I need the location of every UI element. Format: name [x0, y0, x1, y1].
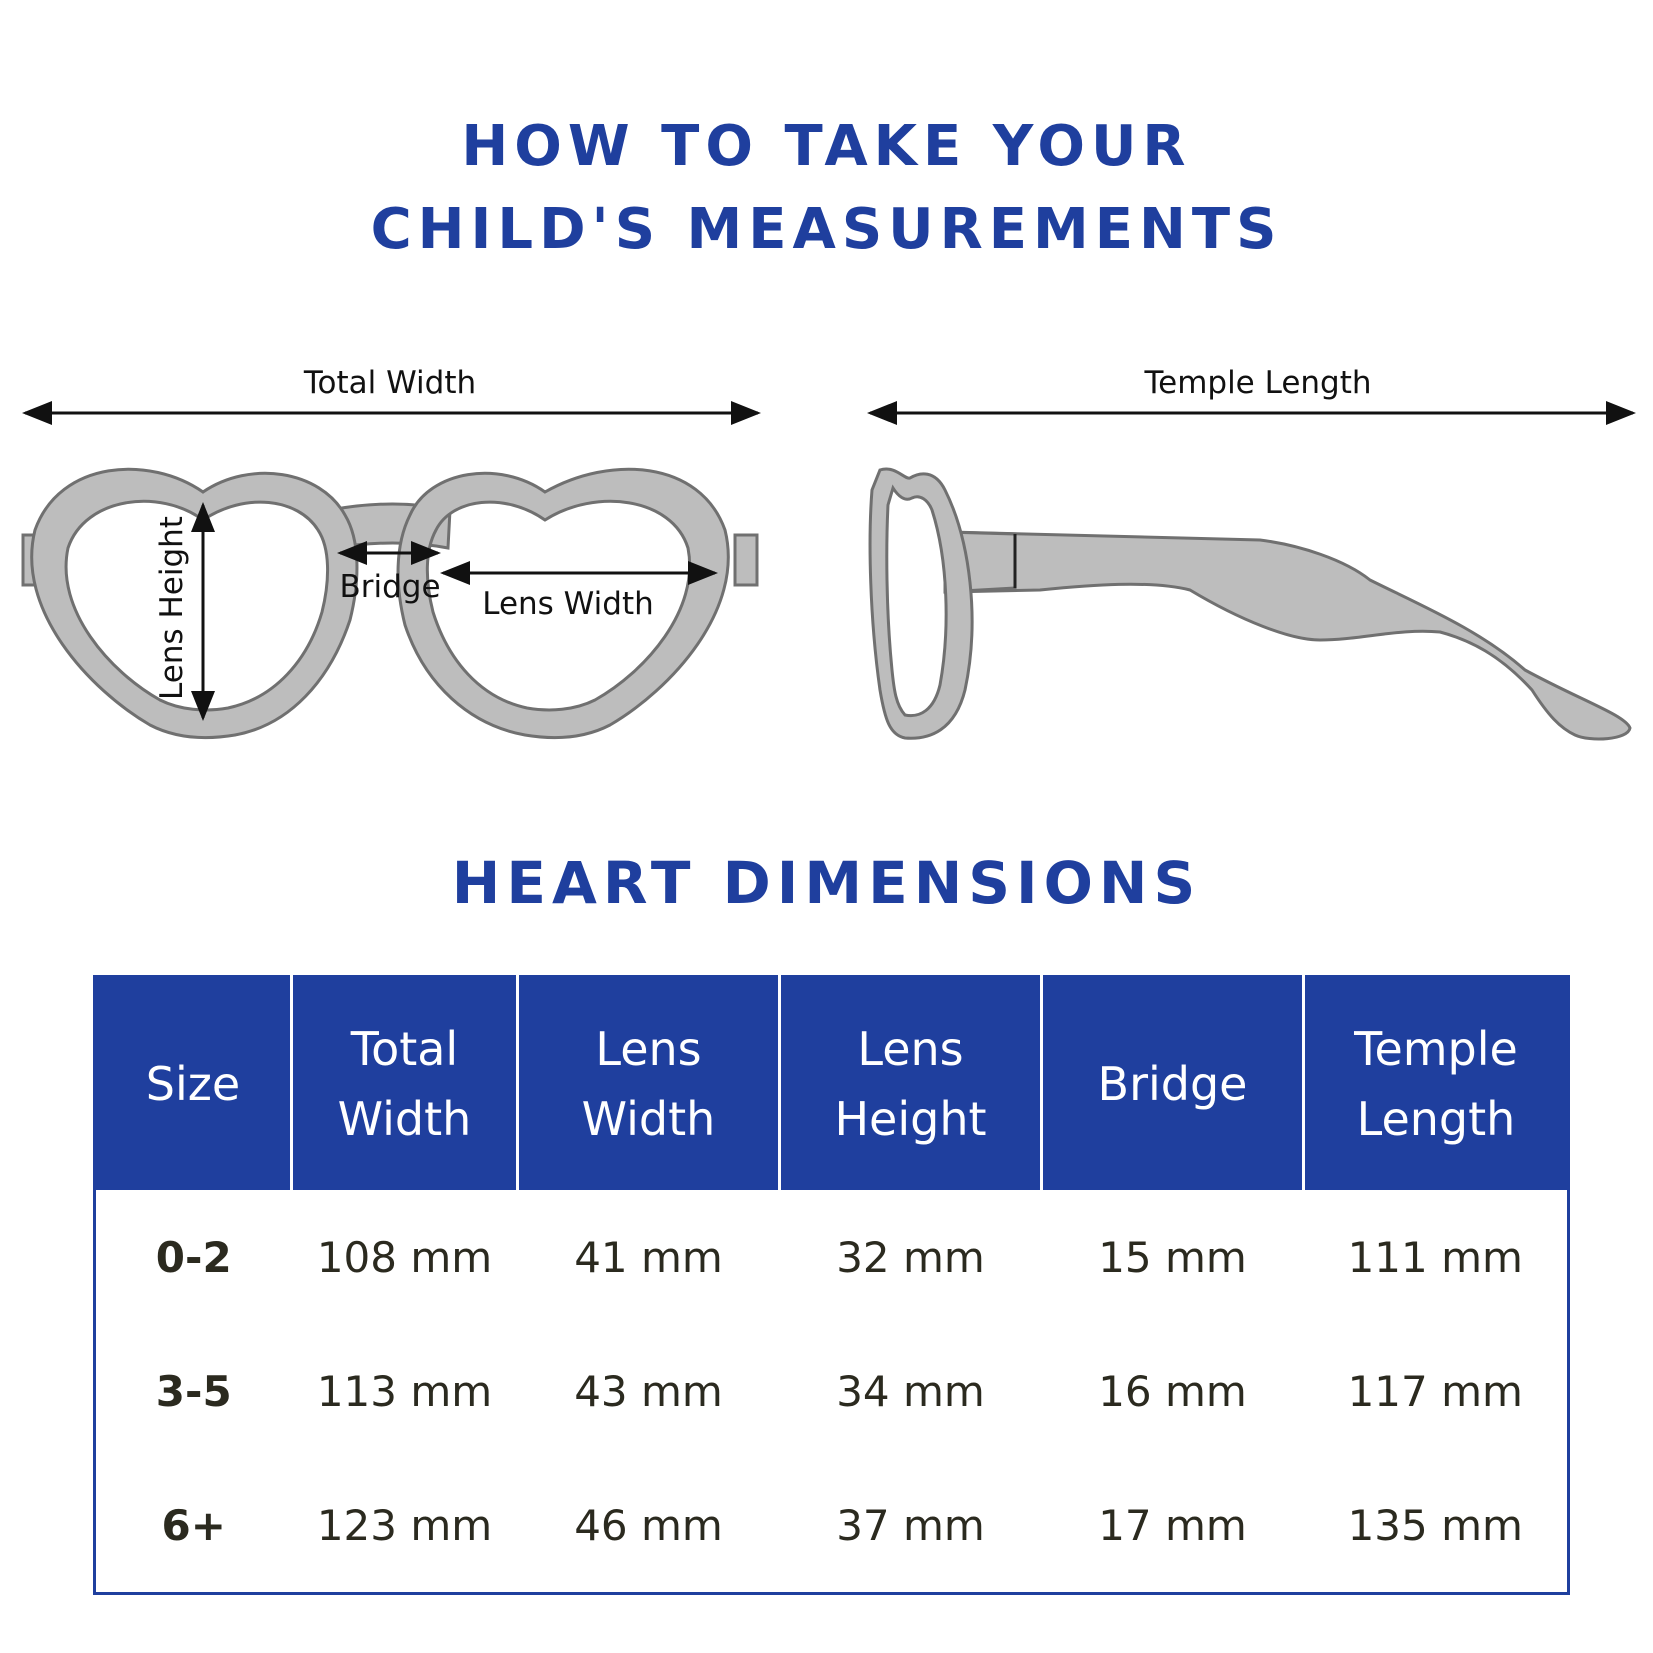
right-hinge	[735, 535, 757, 585]
header-lens-height	[780, 977, 1042, 1191]
header-lens-width-line2: Width	[581, 1092, 716, 1146]
temple-length-cell: 111 mm	[1347, 1232, 1523, 1282]
bridge-cell: 15 mm	[1098, 1232, 1247, 1282]
total-width-cell: 123 mm	[316, 1500, 493, 1550]
header-total-width	[292, 977, 518, 1191]
temple-length-cell: 135 mm	[1347, 1500, 1523, 1550]
glasses-front-view	[23, 469, 757, 737]
bridge-label: Bridge	[339, 569, 441, 605]
size-cell: 6+	[161, 1500, 226, 1550]
temple-length-cell: 117 mm	[1347, 1366, 1523, 1416]
table-row	[95, 1458, 1569, 1594]
temple-length-label: Temple Length	[1144, 365, 1372, 401]
header-lens-width-line1: Lens	[595, 1022, 702, 1076]
total-width-cell: 108 mm	[316, 1232, 493, 1282]
total-width-label: Total Width	[303, 365, 477, 401]
bridge-cell: 17 mm	[1098, 1500, 1247, 1550]
header-total-width-line2: Width	[337, 1092, 472, 1146]
frame-side-profile	[870, 469, 972, 738]
lens-height-label: Lens Height	[154, 516, 190, 700]
size-chart-table	[93, 975, 1570, 1595]
left-lens-frame	[32, 469, 357, 737]
header-temple-length	[1304, 977, 1569, 1191]
header-bridge-line1: Bridge	[1097, 1057, 1248, 1111]
bridge-cell: 16 mm	[1098, 1366, 1247, 1416]
lens-height-cell: 32 mm	[836, 1232, 985, 1282]
lens-width-label: Lens Width	[482, 586, 654, 622]
size-cell: 0-2	[155, 1232, 232, 1282]
lens-width-cell: 43 mm	[574, 1366, 723, 1416]
header-temple-length-line2: Length	[1356, 1092, 1516, 1146]
header-size-line1: Size	[145, 1057, 241, 1111]
header-bridge	[1042, 977, 1304, 1191]
section-title: HEART DIMENSIONS	[451, 849, 1202, 917]
lens-height-cell: 34 mm	[836, 1366, 985, 1416]
header-lens-height-line2: Height	[834, 1092, 987, 1146]
lens-width-cell: 46 mm	[574, 1500, 723, 1550]
table-header-row	[95, 977, 1569, 1191]
lens-width-cell: 41 mm	[574, 1232, 723, 1282]
total-width-cell: 113 mm	[316, 1366, 493, 1416]
page-title-line-1: HOW TO TAKE YOUR	[461, 114, 1192, 179]
glasses-side-view	[870, 469, 1630, 739]
lens-height-cell: 37 mm	[836, 1500, 985, 1550]
header-lens-width	[518, 977, 780, 1191]
table-row	[95, 1190, 1569, 1324]
header-size	[95, 977, 292, 1191]
temple-arm	[950, 532, 1630, 739]
page-title-line-2: CHILD'S MEASUREMENTS	[370, 197, 1283, 262]
header-lens-height-line1: Lens	[857, 1022, 964, 1076]
header-total-width-line1: Total	[350, 1022, 459, 1076]
header-temple-length-line1: Temple	[1354, 1022, 1518, 1076]
size-cell: 3-5	[155, 1366, 232, 1416]
table-row	[95, 1324, 1569, 1458]
glasses-measurement-diagram	[0, 340, 1653, 770]
